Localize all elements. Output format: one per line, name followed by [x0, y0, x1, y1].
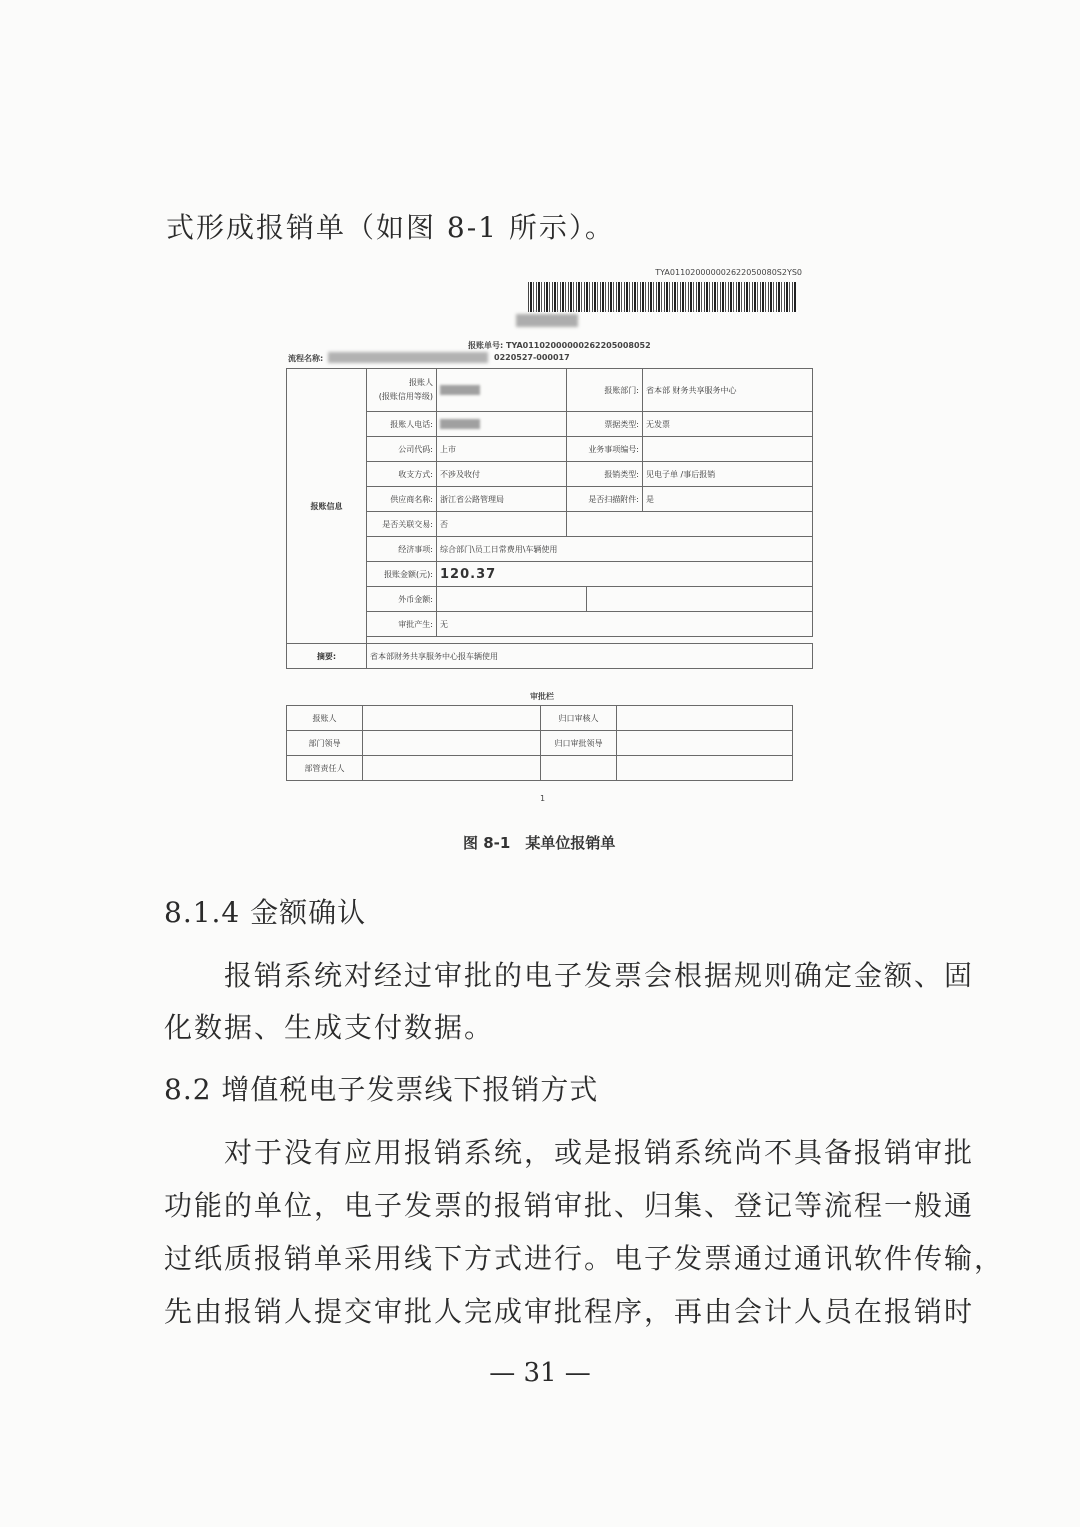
approval-cell: [617, 731, 793, 756]
supplier-label: 供应商名称:: [367, 487, 437, 512]
redacted-area: [516, 314, 578, 327]
approval-responsible-label: 部管责任人: [287, 756, 363, 781]
related-value: 否: [437, 512, 567, 537]
empty-cell: [567, 512, 813, 537]
amount-label: 报账金额(元):: [367, 562, 437, 587]
section-heading-814: 8.1.4 金额确认: [164, 896, 367, 929]
paragraph-line: 先由报销人提交审批人完成审批程序，再由会计人员在报销时: [164, 1295, 975, 1328]
invoice-type-value: 无发票: [643, 412, 813, 437]
empty-cell: [587, 587, 813, 612]
figure-caption: 图 8-1 某单位报销单: [463, 834, 616, 852]
section-label: 报账信息: [287, 369, 367, 644]
barcode: [528, 282, 796, 312]
form-page-number: 1: [540, 794, 546, 803]
foreign-label: 外币金额:: [367, 587, 437, 612]
paragraph-line: 过纸质报销单采用线下方式进行。电子发票通过通讯软件传输，: [164, 1242, 1005, 1275]
paragraph-line: 报销系统对经过审批的电子发票会根据规则确定金额、固: [224, 959, 975, 992]
economic-value: 综合部门\员工日常费用\车辆使用: [437, 537, 813, 562]
approval-cell: [617, 706, 793, 731]
dept-label: 报账部门:: [567, 369, 643, 412]
foreign-value: [437, 587, 587, 612]
invoice-type-label: 票据类型:: [567, 412, 643, 437]
approval-reviewer-label: 归口审核人: [541, 706, 617, 731]
expense-form-figure: [284, 264, 814, 804]
submitter-value: [437, 369, 567, 412]
dept-value: 省本部 财务共享服务中心: [643, 369, 813, 412]
contract-value: 无: [437, 612, 813, 637]
paragraph-line: 功能的单位，电子发票的报销审批、归集、登记等流程一般通: [164, 1189, 975, 1222]
approval-cell: [363, 731, 541, 756]
company-value: 上市: [437, 437, 567, 462]
form-number: 报账单号: TYA01102000000262205008052: [468, 341, 651, 350]
intro-line: 式形成报销单（如图 8-1 所示）。: [166, 211, 615, 244]
submitter-label: 报账人 (报账信用等级): [367, 369, 437, 412]
payment-value: 不涉及收付: [437, 462, 567, 487]
summary-label: 摘要:: [287, 644, 367, 669]
paragraph-line: 化数据、生成支付数据。: [164, 1011, 495, 1044]
economic-label: 经济事项:: [367, 537, 437, 562]
scan-value: 是: [643, 487, 813, 512]
approval-cell: [541, 756, 617, 781]
business-label: 业务事项编号:: [567, 437, 643, 462]
scan-label: 是否扫描附件:: [567, 487, 643, 512]
redacted-area: [328, 352, 488, 363]
payment-label: 收支方式:: [367, 462, 437, 487]
approval-cell: [617, 756, 793, 781]
related-label: 是否关联交易:: [367, 512, 437, 537]
approval-cell: [363, 706, 541, 731]
form-code: TYA011020000002622050080S2YS0: [655, 268, 802, 277]
approval-cell: [363, 756, 541, 781]
phone-value: [437, 412, 567, 437]
process-value: 0220527-000017: [494, 353, 570, 362]
approval-dept-leader-label: 部门领导: [287, 731, 363, 756]
summary-value: 省本部财务共享服务中心报车辆使用: [367, 644, 813, 669]
company-label: 公司代码:: [367, 437, 437, 462]
approval-leader-label: 归口审批领导: [541, 731, 617, 756]
amount-value: 120.37: [437, 562, 813, 587]
approval-title: 审批栏: [530, 692, 554, 701]
supplier-value: 浙江省公路管理局: [437, 487, 567, 512]
biz-type-value: 见电子单 /事后报销: [643, 462, 813, 487]
biz-type-label: 报销类型:: [567, 462, 643, 487]
paragraph-line: 对于没有应用报销系统，或是报销系统尚不具备报销审批: [224, 1136, 975, 1169]
spacer-row: [367, 637, 813, 644]
contract-label: 审批产生:: [367, 612, 437, 637]
expense-info-table: [286, 368, 813, 669]
approval-table: [286, 705, 793, 781]
business-value: [643, 437, 813, 462]
approval-submitter-label: 报账人: [287, 706, 363, 731]
process-label: 流程名称:: [288, 354, 324, 363]
phone-label: 报账人电话:: [367, 412, 437, 437]
page-number: — 31 —: [489, 1358, 591, 1388]
section-heading-82: 8.2 增值税电子发票线下报销方式: [164, 1073, 599, 1106]
